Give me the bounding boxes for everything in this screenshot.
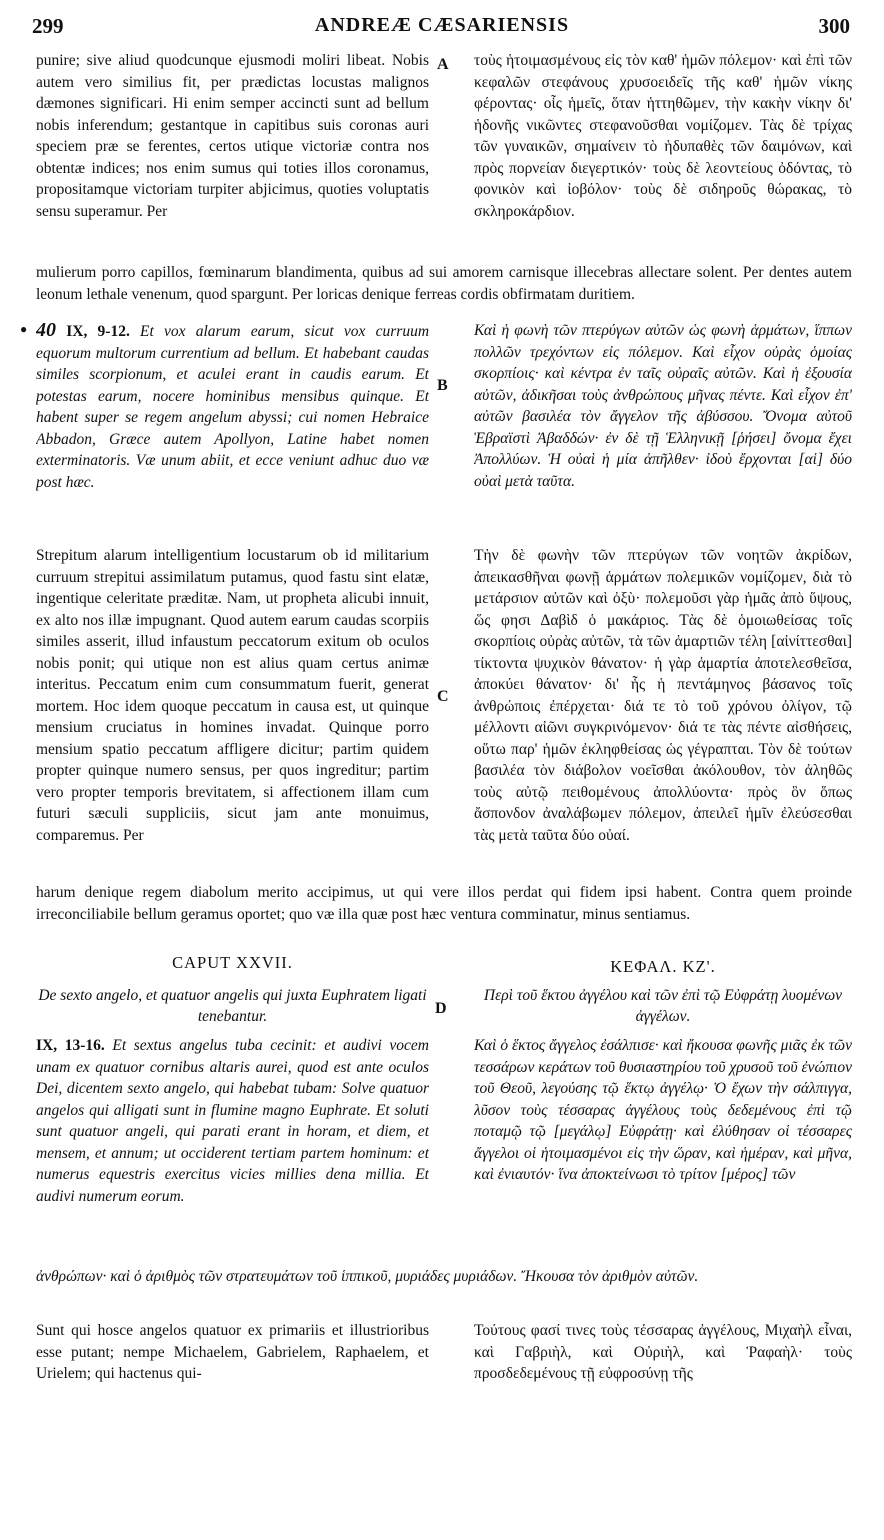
- verse-reference: IX, 9-12.: [66, 323, 130, 340]
- running-title: ANDREÆ CÆSARIENSIS: [314, 14, 570, 36]
- latin-continuation-a: mulierum porro capillos, fœminarum blandimenta, quibus ad sui amorem carnisque illecebras allectare solent. Per dentes autem leonum lethale venenum, quod spargunt. Per loricas denique ferreas cordis obfirmatam duritiem.: [36, 264, 852, 303]
- section-number: 40: [36, 320, 56, 341]
- greek-column-block-a: [474, 50, 852, 265]
- greek-text-b: Καὶ ἡ φωνὴ τῶν πτερύγων αὐτῶν ὡς φωνὴ ἁρμάτων, ἵππων πολλῶν τρεχόντων εἰς πόλεμον. Καὶ εἶχον οὐρὰς ὁμοίας σκορπίοις· καὶ κέντρα ἐν ταῖς οὐραῖς αὐτῶν. Καὶ ἡ ἐξουσία αὐτῶν, ἀδικῆσαι τοὺς ἀνθρώπους μῆνας πέντε. Καὶ εἶχον ἐπ' αὐτῶν βασιλέα τὸν ἄγγελον τῆς ἀβύσσου. Ὄνομα αὐτοῦ Ἑβραϊστὶ Ἀβαδδών· ἐν δὲ τῇ Ἑλληνικῇ [ῥήσει] ὄνομα ἔχει Ἀπολλύων. Ἡ οὐαὶ ἡ μία ἀπῆλθεν· ἰδοὺ ἔρχονται [αἱ] δύο οὐαὶ μετὰ ταῦτα.: [474, 322, 852, 490]
- running-header: [0, 14, 884, 44]
- margin-letter-d: D: [435, 1000, 447, 1017]
- latin-text-d: Et sextus angelus tuba cecinit: et audivi vocem unam ex quatuor cornibus altaris aurei, quod est ante oculos Dei, dicentem sexto angelo, qui habebat tubam: Solve quatuor angelos qui alligati sunt in flumine magno Euphrate. Et soluti sunt quatuor angeli, qui parati erant in horam, et diem, et mensem, et annum; ut occiderent tertiam partem hominum: et numerus equestris exercitus vicies millies dena millia. Et audivi numerum eorum.: [36, 1037, 429, 1205]
- margin-letter-a: A: [437, 56, 449, 73]
- margin-bullet: ●: [20, 322, 28, 336]
- greek-text-e: Τούτους φασί τινες τοὺς τέσσαρας ἀγγέλους, Μιχαὴλ εἶναι, καὶ Γαβριὴλ, καὶ Οὐριὴλ, καὶ Ῥαφαὴλ· τοὺς προσδεδεμένους τῇ εὐφροσύνῃ τῆς: [474, 1322, 852, 1382]
- greek-text-a: τοὺς ἡτοιμασμένους εἰς τὸν καθ' ἡμῶν πόλεμον· καὶ ἐπὶ τῶν κεφαλῶν στεφάνους χρυσοειδεῖς τῆς καθ' ἡμῶν νίκης φέροντας· οἷς ἡμεῖς, ὅταν ἡττηθῶμεν, τὴν κακὴν νίκην δι' ἡδονῆς νικῶντες στεφανοῦσθαι νομίζομεν. Τὰς δὲ τρίχας τῶν γυναικῶν, σημαίνειν τὸ ἡδυπαθὲς τῶν δαιμόνων, καὶ πρὸς πορνείαν διεγερτικόν· τοὺς δὲ λεοντείους ὀδόντας, τὸ φονικὸν καὶ ἰοβόλον· τοὺς δὲ σιδηροῦς θώρακας, τὸ σκληροκάρδιον.: [474, 52, 852, 220]
- greek-chapter-subtitle: Περὶ τοῦ ἕκτου ἀγγέλου καὶ τῶν ἐπὶ τῷ Εὐφράτῃ λυομένων ἀγγέλων.: [483, 987, 843, 1025]
- latin-column-block-b: [36, 320, 429, 530]
- margin-letter-b: B: [437, 377, 448, 394]
- right-page-number: 300: [818, 14, 850, 38]
- greek-text-c: Τὴν δὲ φωνὴν τῶν πτερύγων τῶν νοητῶν ἀκρίδων, ἀπεικασθῆναι φωνῇ ἁρμάτων πολεμικῶν νομίζομεν, διὰ τὸ μετάρσιον αὐτῶν καὶ ὀξὺ· πολεμοῦσι γὰρ ἡμᾶς ἀπὸ ὕψους, ὥς φησι Δαβὶδ ὁ μακάριος. Τὰς δὲ ὁμοιωθείσας τοῖς σκορπίοις οὐρὰς αὐτῶν, τὰ τῶν ἁμαρτιῶν τέλη [αἰνίττεσθαι] τίκτοντα ψυχικὸν θάνατον· ἡ γὰρ ἁμαρτία ἀποτελεσθεῖσα, ἀποκύει θάνατον· δι' ἧς ἡ πεντάμηνος βάσανος τοῖς ἀνθρώποις ἐπέρχεται· διά τε τὸ τοῦ χρόνου ὀλίγον, τῷ μέλλοντι αἰῶνι συγκρινόμενον· διά τε τὰς πέντε αἰσθήσεις, οὕτω παρ' ἡμῶν ἐκληφθείσας ὡς γέγραπται. Τὸν δὲ τούτων βασιλέα τὸν διάβολον νοεῖσθαι ἀκόλουθον, τὸν ἀληθῶς τοὺς αὐτῷ πειθομένους ἀπολλύοντα· πρὸς ὃν ὅπως ἄσπονδον ἀναλάβωμεν πόλεμον, ἀπειλεῖ ἡμῖν ἐλεύσεσθαι τὰς μετὰ ταῦτα δύο οὐαί.: [474, 547, 852, 844]
- greek-column-block-b: [474, 320, 852, 540]
- latin-fullwidth-block-a: [36, 262, 852, 324]
- greek-column-block-c: [474, 545, 852, 885]
- greek-fullwidth-block-d: [36, 1266, 852, 1310]
- greek-text-d: Καὶ ὁ ἕκτος ἄγγελος ἐσάλπισε· καὶ ἤκουσα φωνῆς μιᾶς ἐκ τῶν τεσσάρων κεράτων τοῦ θυσιαστηρίου τοῦ χρυσοῦ τοῦ ἐνώπιον τοῦ Θεοῦ, λεγούσης τῷ ἕκτῳ ἀγγέλῳ· Ὁ ἔχων τὴν σάλπιγγα, λῦσον τοὺς τέσσαρας ἀγγέλους τοὺς δεδεμένους ἐπὶ τῷ ποταμῷ τῷ [μεγάλῳ] Εὐφράτῃ· καὶ ἐλύθησαν οἱ τέσσαρες ἄγγελοι οἱ ἡτοιμασμένοι εἰς τὴν ὥραν, καὶ ἡμέραν, καὶ μῆνα, καὶ ἐνιαυτόν· ἵνα ἀποκτείνωσι τὸ τρίτον [μέρος] τῶν: [474, 1037, 852, 1183]
- latin-column-block-d: [36, 1035, 429, 1265]
- latin-text-b: Et vox alarum earum, sicut vox curruum equorum multorum currentium ad bellum. Et habebant caudas similes scorpionum, et aculei erant in caudis earum. Et potestas earum, nocere hominibus mensibus quinque. Et habent super se regem angelum abyssi; cui nomen Hebraice Abbadon, Græce autem Apollyon, Latine habet nomen exterminatoris. Væ unum abiit, et ecce veniunt adhuc duo væ post hæc.: [36, 323, 429, 491]
- latin-column-block-e: [36, 1320, 429, 1390]
- greek-continuation-d: ἀνθρώπων· καὶ ὁ ἀριθμὸς τῶν στρατευμάτων τοῦ ἱππικοῦ, μυριάδες μυριάδων. Ἤκουσα τὸν ἀριθμὸν αὐτῶν.: [36, 1268, 699, 1285]
- margin-letter-c: C: [437, 688, 449, 705]
- greek-chapter-title: ΚΕΦΑΛ. ΚΖ'.: [610, 957, 716, 976]
- latin-fullwidth-block-c: [36, 882, 852, 948]
- latin-column-block-a: [36, 50, 429, 265]
- latin-text-e: Sunt qui hosce angelos quatuor ex primariis et illustrioribus esse putant; nempe Michaelem, Gabrielem, Raphaelem, et Urielem; qui hactenus qui-: [36, 1322, 429, 1382]
- latin-column-block-c: [36, 545, 429, 885]
- greek-column-block-d: [474, 1035, 852, 1265]
- latin-text-c: Strepitum alarum intelligentium locustarum ob id militarium curruum strepitui assimilatum putamus, quod fastu sint elatæ, ingentique celeritate præditæ. Nam, ut propheta alicubi innuit, ex alto nos illæ impugnant. Quod autem earum caudas scorpiis similes asserit, illud infaustum peccatorum exitum ob oculos nobis ponit; qui utique non est alius quam certus animæ interitus. Peccatum enim cum consummatum fuerit, generat mortem. Hoc idem quoque peccatum in causa est, ut quinque mensium cruciatus in homines invadat. Quinque porro mensium spatio peccatum affligere dicitur; partim quidem propter quinque numero sensus, per quos ingreditur; partim vero propter temporis brevitatem, si affectionem illam cum futuri sæculi suppliciis, sicut jam ante monuimus, comparemus. Per: [36, 547, 429, 844]
- latin-text-a: punire; sive aliud quodcunque ejusmodi moliri libeat. Nobis autem vero similius fit, per prædictas locustas malignos dæmones significari. Hi enim semper accincti sunt ad bellum nobis inferendum; gestantque in capitibus suis coronas auri speciem præ se ferentes, certos utique victoriæ contra nos obtentæ indices; nos enim sumus qui toties illos coronamus, propositamque victoriam turpiter abjicimus, quoties voluptatis sensu superamur. Per: [36, 52, 429, 220]
- left-page-number: 299: [32, 14, 64, 38]
- latin-continuation-c: harum denique regem diabolum merito accipimus, ut qui vere illos perdat qui fidem ipsi habent. Contra quem proinde irreconciliabile bellum geramus oportet; quo væ illa quæ post hæc ventura comminatur, minus sentiamus.: [36, 884, 852, 923]
- latin-chapter-title: CAPUT XXVII.: [172, 953, 293, 972]
- latin-chapter-subtitle: De sexto angelo, et quatuor angelis qui juxta Euphratem ligati tenebantur.: [38, 987, 427, 1025]
- greek-column-block-e: [474, 1320, 852, 1390]
- verse-reference-d: IX, 13-16.: [36, 1037, 105, 1054]
